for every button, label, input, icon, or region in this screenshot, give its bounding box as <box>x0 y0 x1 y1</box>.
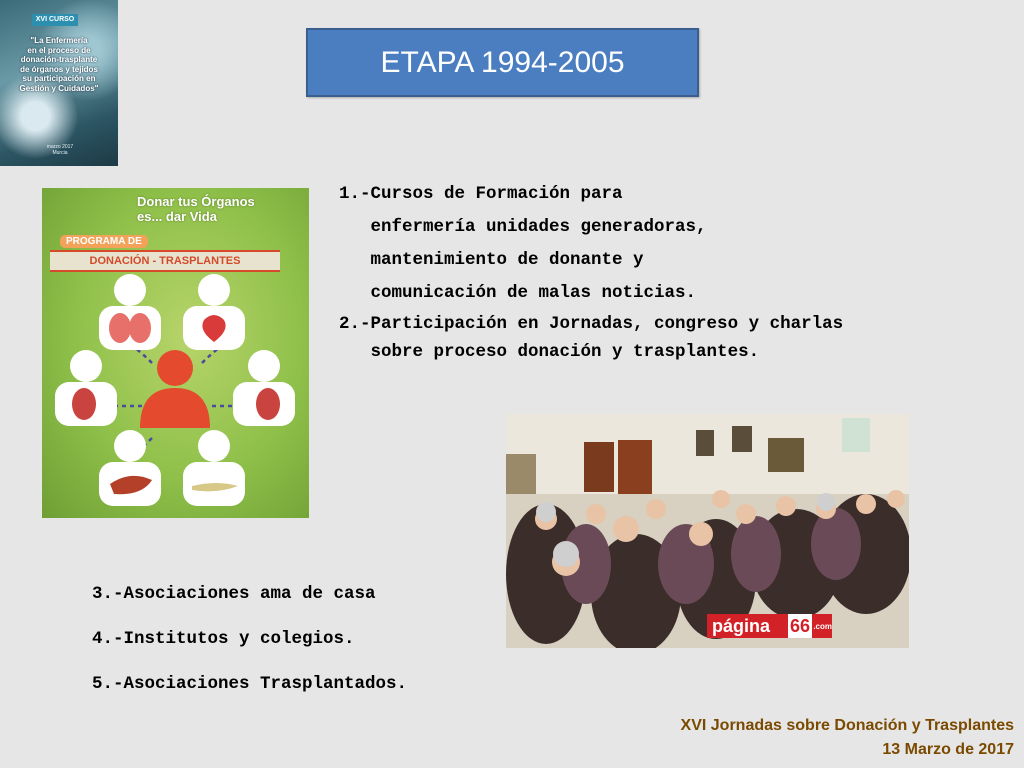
slide-title: ETAPA 1994-2005 <box>380 45 625 79</box>
list-item: mantenimiento de donante y <box>339 250 644 270</box>
poster-slogan <box>137 194 255 224</box>
activities-list <box>339 178 707 310</box>
audience-photo <box>506 414 909 648</box>
cover-title <box>6 36 112 93</box>
cover-title-line: "La Enfermería <box>30 36 88 45</box>
cover-date <box>40 144 80 156</box>
list-item: 2.-Participación en Jornadas, congreso y charlas <box>339 314 844 334</box>
audiences-list <box>92 572 407 707</box>
list-item: sobre proceso donación y trasplantes. <box>339 342 760 362</box>
list-item: 3.-Asociaciones ama de casa <box>92 584 376 604</box>
poster-slogan-line: Donar tus Órganos <box>137 194 255 209</box>
list-item: 4.-Institutos y colegios. <box>92 629 355 649</box>
slide-title-box <box>306 28 699 97</box>
audience-scene <box>506 414 909 648</box>
logo-suffix: .com <box>813 621 832 631</box>
list-item: 1.-Cursos de Formación para <box>339 184 623 204</box>
pagina66-logo <box>707 614 832 638</box>
logo-text: página <box>712 615 771 636</box>
donation-poster-image <box>42 188 309 518</box>
poster-slogan-line: es... dar Vida <box>137 209 217 224</box>
cover-title-line: su participación en <box>22 74 96 83</box>
poster-program-name: DONACIÓN - TRASPLANTES <box>50 250 280 272</box>
cover-title-line: donación-trasplante <box>20 55 98 64</box>
cover-date-line: marzo 2017 <box>46 144 74 150</box>
cover-title-line: de órganos y tejidos <box>20 64 98 74</box>
footer-date: 13 Marzo de 2017 <box>882 741 1014 758</box>
cover-place-line: Murcia <box>52 150 68 156</box>
list-item: enfermería unidades generadoras, <box>339 217 707 237</box>
logo-number: 66 <box>788 614 813 638</box>
cover-title-line: en el proceso de <box>27 45 91 55</box>
course-cover-image <box>0 0 118 166</box>
cover-title-line: Gestión y Cuidados" <box>19 83 99 93</box>
cover-badge: XVI CURSO <box>32 14 78 26</box>
list-item: comunicación de malas noticias. <box>339 283 697 303</box>
activities-list-continued <box>339 310 843 366</box>
list-item: 5.-Asociaciones Trasplantados. <box>92 674 408 694</box>
poster-program-label: PROGRAMA DE <box>60 235 148 248</box>
footer-event-name: XVI Jornadas sobre Donación y Trasplantes <box>680 717 1014 734</box>
